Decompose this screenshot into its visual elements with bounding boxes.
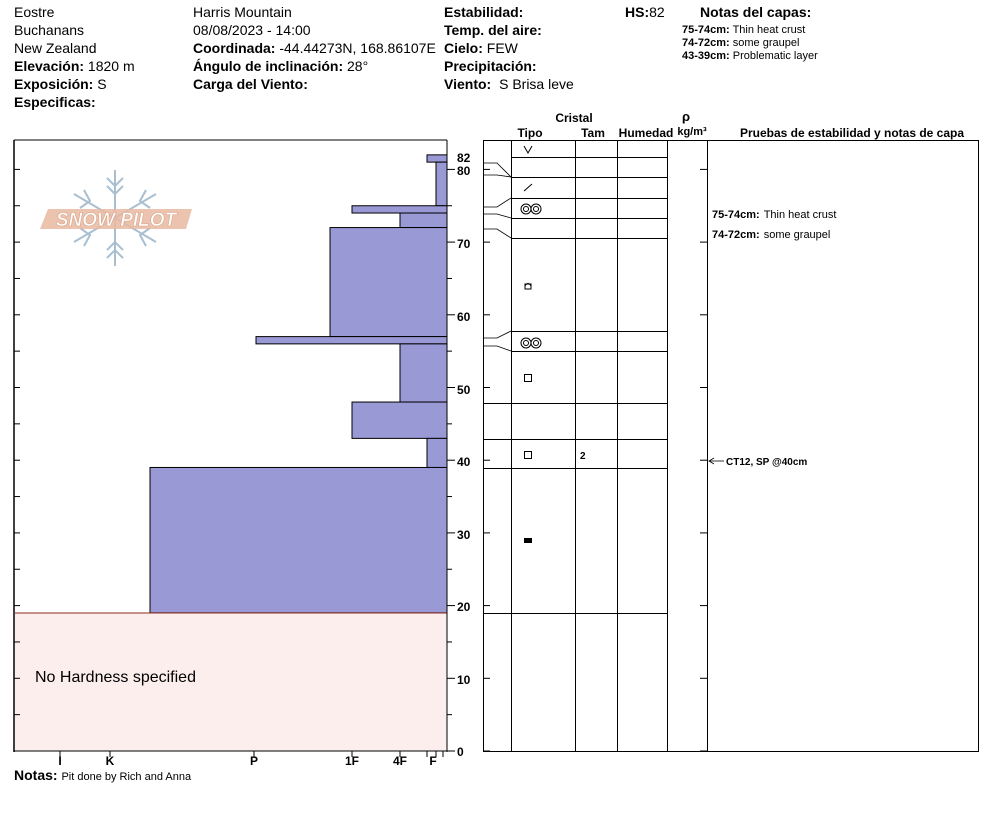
density-unit: kg/m³ (677, 126, 707, 138)
melt-freeze-icon (521, 204, 541, 214)
hardness-layer-bar (352, 206, 447, 213)
hardness-tick-label: I (58, 754, 62, 768)
date-time: 08/08/2023 - 14:00 (193, 22, 311, 38)
air-temp-label: Temp. del aire: (444, 22, 542, 38)
melt-freeze-icon (521, 338, 541, 348)
test-note-depth: 75-74cm: (712, 209, 760, 221)
depth-label: 40 (457, 455, 471, 469)
site-name: Harris Mountain (193, 4, 292, 20)
rounding-facet-icon (525, 284, 531, 290)
hardness-layer-bar (436, 162, 447, 206)
depth-label: 10 (457, 673, 471, 687)
precip-label: Precipitación: (444, 58, 537, 74)
crystal-header: Cristal (555, 111, 593, 125)
specifics-label: Especificas: (14, 94, 96, 110)
depth-label: 80 (457, 164, 471, 178)
hardness-layers (150, 155, 447, 613)
depth-label: 20 (457, 600, 471, 614)
hardness-layer-bar (256, 337, 447, 344)
right-ticks (447, 169, 455, 751)
hardness-layer-bar (400, 213, 447, 228)
wind-value: S Brisa leve (499, 76, 574, 92)
test-note (712, 229, 830, 241)
test-note (712, 209, 836, 221)
depth-label: 60 (457, 310, 471, 324)
type-header: Tipo (517, 126, 543, 140)
stability-test-result: CT12, SP @40cm (726, 457, 808, 468)
surface-hoar-icon (524, 146, 532, 153)
sky-value: FEW (486, 40, 518, 56)
hardness-layer-bar (150, 467, 447, 612)
wind-load-label: Carga del Viento: (193, 76, 308, 92)
wind-label: Viento: (444, 76, 492, 92)
depth-label: 0 (457, 745, 464, 759)
coordinates-label: Coordinada: (193, 40, 276, 56)
hardness-tick-label: P (249, 754, 259, 768)
layer-notes-title: Notas del capas: (700, 4, 812, 20)
size-header: Tam (581, 126, 605, 140)
depth-label: 70 (457, 237, 471, 251)
test-note-depth: 74-72cm: (712, 229, 760, 241)
notes-text: Pit done by Rich and Anna (61, 771, 192, 783)
depth-label: 30 (457, 528, 471, 542)
hardness-layer-bar (427, 438, 447, 467)
depth-label: 82 (457, 151, 471, 165)
layer-note-depth: 43-39cm: (682, 50, 730, 62)
hardness-layer-bar (352, 402, 447, 438)
test-arrow-icon (709, 458, 724, 464)
aspect-label: Exposición: (14, 76, 94, 92)
layer-note-text: Thin heat crust (732, 24, 806, 36)
faceted-icon (525, 375, 532, 382)
hardness-layer-bar (427, 155, 447, 162)
pit-notes (14, 767, 191, 783)
notes-label: Notas: (14, 767, 58, 783)
density-symbol: ρ (681, 109, 691, 124)
snowpilot-logo (40, 170, 192, 266)
logo-text: SNOW PILOT (55, 210, 177, 231)
layer-note-depth: 74-72cm: (682, 37, 730, 49)
observer-name: Eostre (14, 4, 55, 20)
hardness-tick-label: 4F (392, 754, 408, 768)
moisture-header: Humedad (618, 126, 674, 140)
coordinates-value: -44.44273N, 168.86107E (279, 40, 436, 56)
sky-label: Cielo: (444, 40, 483, 56)
elevation-label: Elevación: (14, 58, 85, 74)
layer-connectors (483, 163, 511, 351)
elevation-value: 1820 m (87, 58, 135, 74)
hardness-tick-label: K (105, 754, 115, 768)
slope-label: Ángulo de inclinación: (193, 58, 344, 74)
hardness-tick-label: 1F (344, 754, 360, 768)
hs-label: HS: (625, 4, 650, 20)
no-hardness-label: No Hardness specified (35, 669, 196, 686)
test-note-text: some graupel (763, 229, 831, 241)
aspect-value: S (97, 76, 107, 92)
layer-note-text: Problematic layer (732, 50, 818, 62)
grid-ticks (483, 169, 707, 751)
slope-value: 28° (347, 58, 369, 74)
depth-label: 50 (457, 383, 471, 397)
hardness-tick-label: F (429, 754, 437, 768)
grain-size-value: 2 (580, 451, 586, 462)
location-name: Buchanans (14, 22, 85, 38)
test-note-text: Thin heat crust (763, 209, 837, 221)
ice-layer-icon (524, 538, 532, 543)
country-name: New Zealand (14, 40, 97, 56)
hs-value: 82 (649, 4, 665, 20)
layer-note-text: some graupel (732, 37, 800, 49)
hardness-layer-bar (330, 228, 447, 337)
stability-label: Estabilidad: (444, 4, 524, 20)
faceted-icon (525, 452, 532, 459)
tests-header: Pruebas de estabilidad y notas de capa (739, 126, 965, 140)
facet-rounding-icon (524, 184, 532, 191)
hardness-layer-bar (400, 344, 447, 402)
layer-note-depth: 75-74cm: (682, 24, 730, 36)
